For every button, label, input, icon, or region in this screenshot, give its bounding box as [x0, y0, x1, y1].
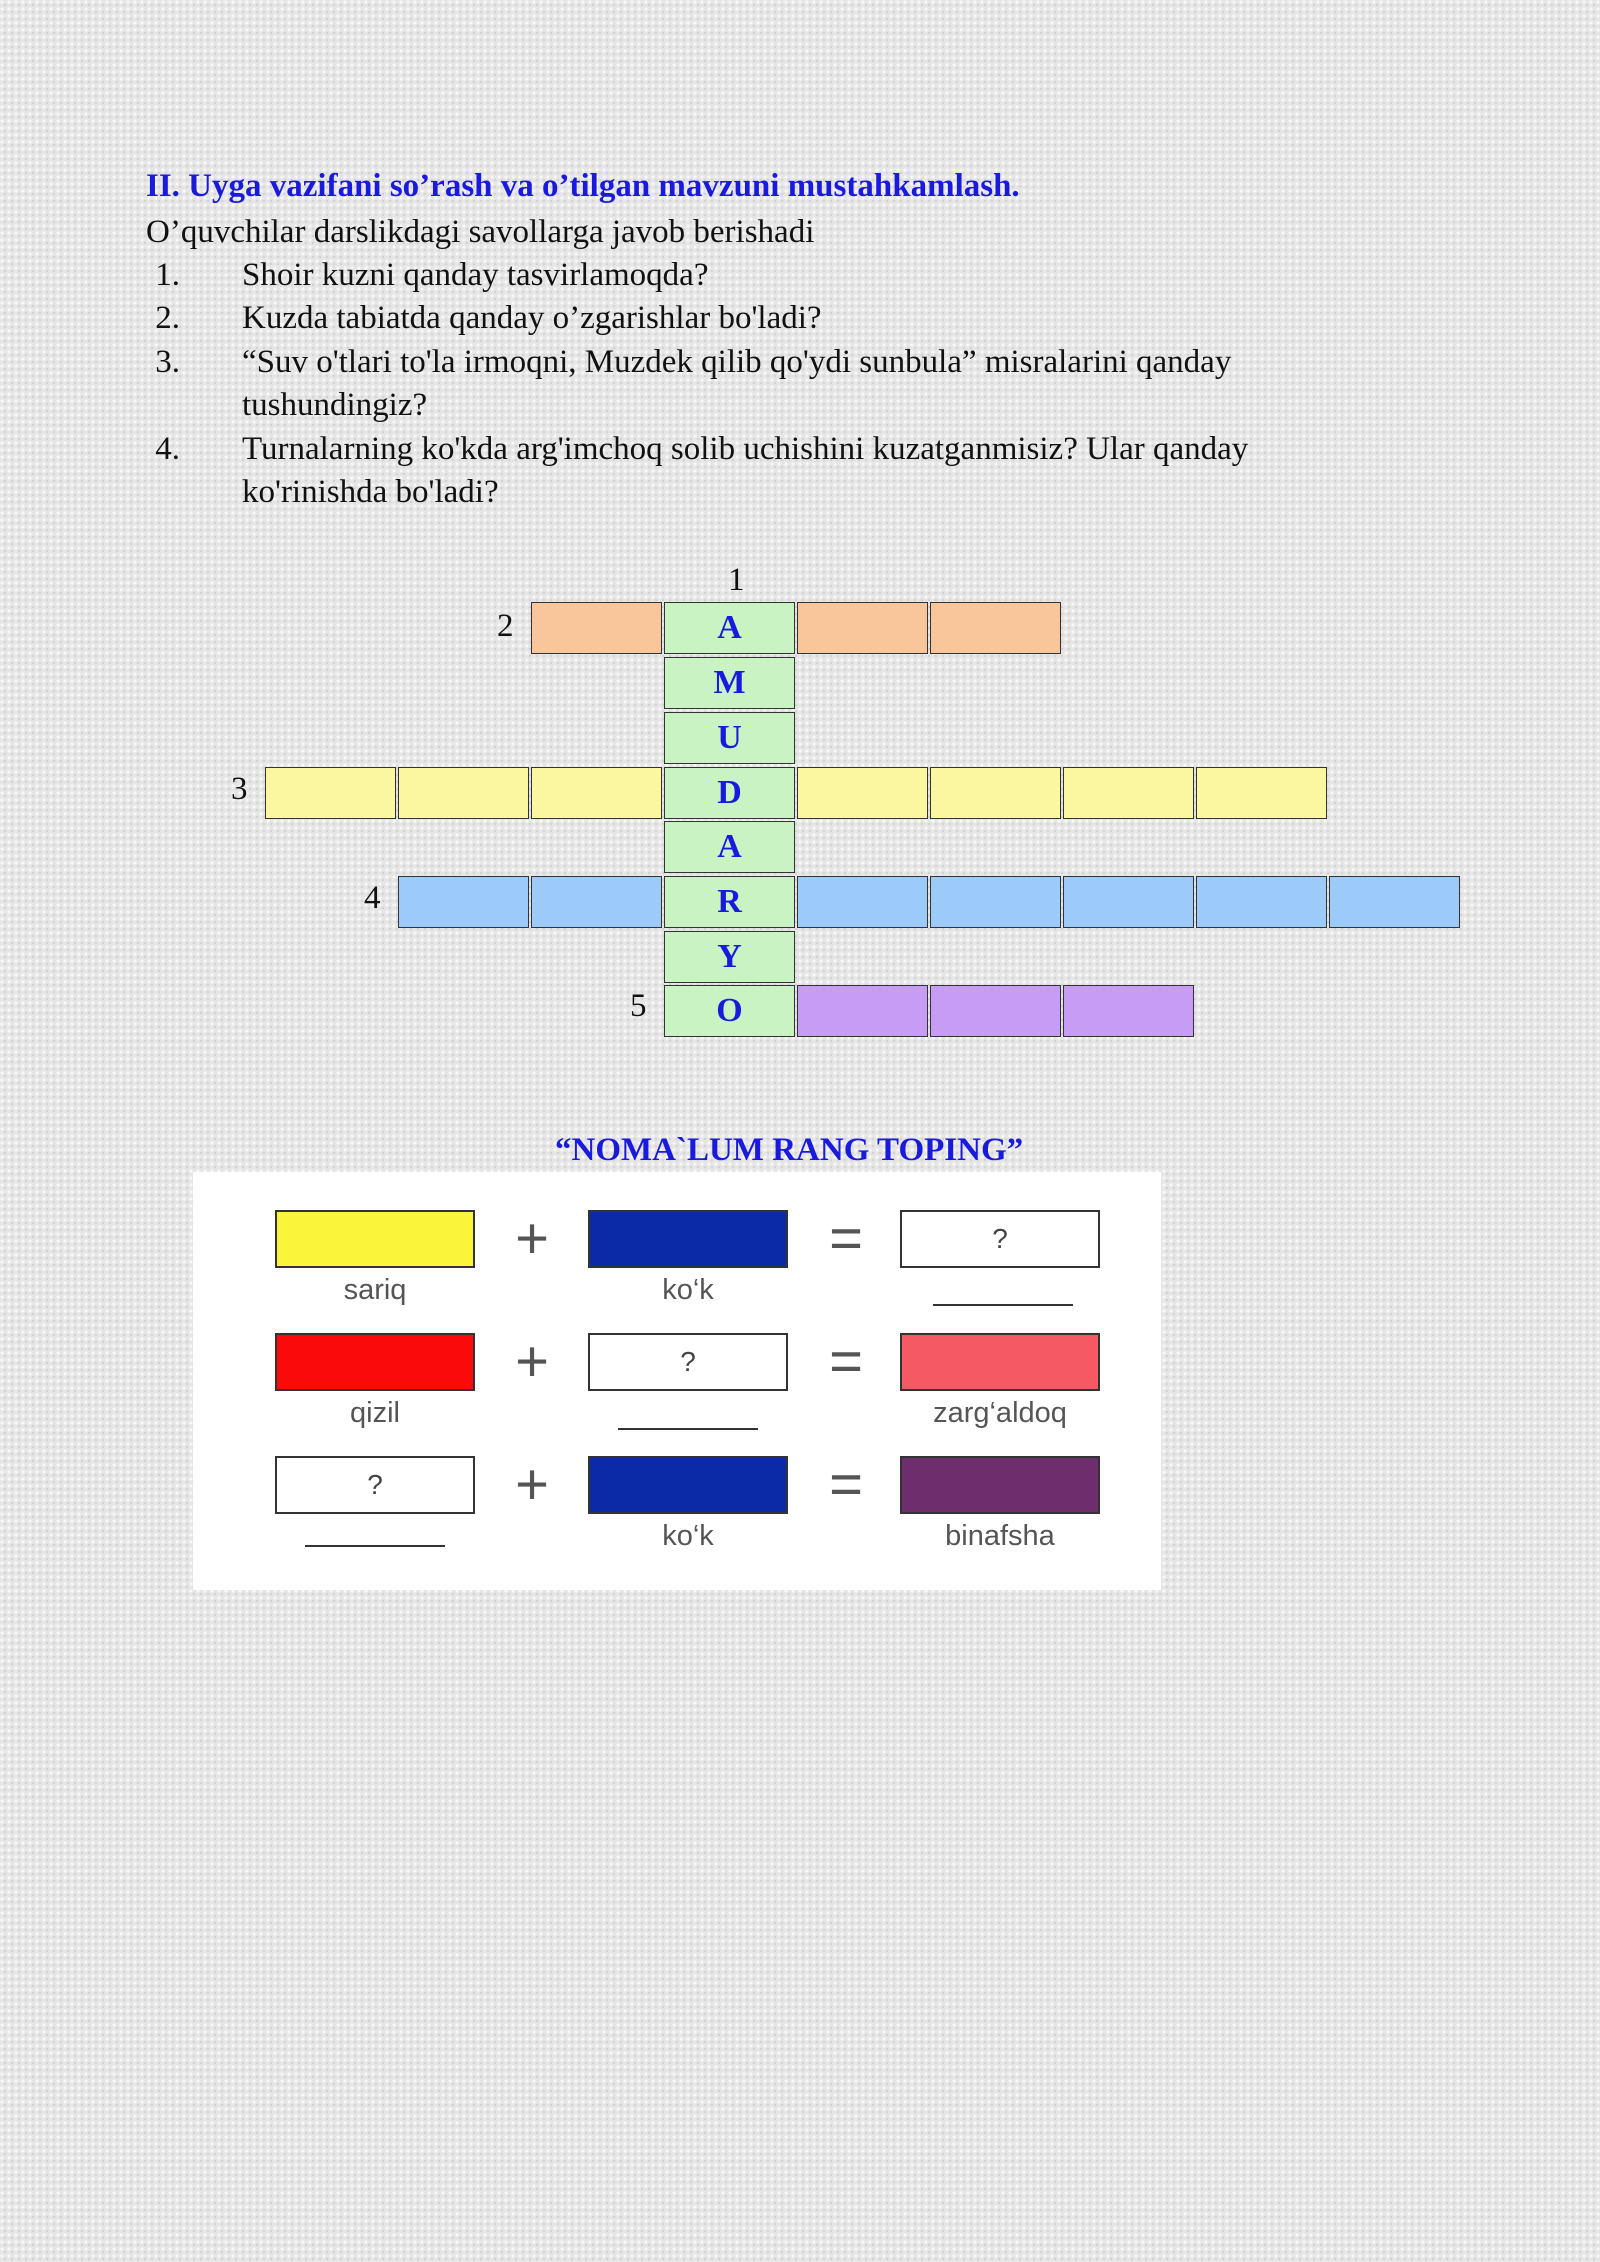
crossword-cell[interactable] [930, 985, 1061, 1037]
plus-sign: + [515, 1329, 549, 1394]
swatch-label: binafsha [945, 1520, 1055, 1552]
crossword-cell[interactable] [1063, 767, 1194, 819]
answer-blank[interactable] [933, 1304, 1073, 1306]
clue-number-5: 5 [630, 988, 647, 1024]
color-mixing-panel [193, 1172, 1161, 1590]
swatch-label: ko‘k [662, 1274, 714, 1306]
crossword-cell[interactable] [531, 767, 662, 819]
crossword-cell[interactable] [398, 767, 529, 819]
crossword-cell[interactable] [930, 876, 1061, 928]
clue-number-4: 4 [364, 880, 381, 916]
crossword-cell[interactable] [1329, 876, 1460, 928]
crossword-letter-cell: Y [664, 931, 795, 983]
crossword-letter-cell: U [664, 712, 795, 764]
crossword-cell[interactable] [265, 767, 396, 819]
crossword-cell[interactable] [797, 876, 928, 928]
equals-sign: = [829, 1452, 863, 1517]
question-number: 2. [155, 300, 180, 336]
question-text-continued: ko'rinishda bo'ladi? [242, 474, 499, 510]
clue-number-1: 1 [728, 562, 745, 598]
crossword-letter-cell: A [664, 821, 795, 873]
plus-sign: + [515, 1206, 549, 1271]
crossword-cell[interactable] [930, 602, 1061, 654]
equals-sign: = [829, 1329, 863, 1394]
unknown-color-box[interactable]: ? [275, 1456, 475, 1514]
blue-swatch [588, 1456, 788, 1514]
question-text: “Suv o'tlari to'la irmoqni, Muzdek qilib qo'ydi sunbula” misralarini qanday [242, 344, 1232, 380]
question-text: Shoir kuzni qanday tasvirlamoqda? [242, 257, 709, 293]
purple-swatch [900, 1456, 1100, 1514]
blue-swatch [588, 1210, 788, 1268]
section-heading: II. Uyga vazifani so’rash va o’tilgan mavzuni mustahkamlash. [146, 168, 1020, 204]
swatch-label: ko‘k [662, 1520, 714, 1552]
orange-swatch [900, 1333, 1100, 1391]
crossword-cell[interactable] [797, 985, 928, 1037]
swatch-label: sariq [343, 1274, 407, 1306]
crossword-cell[interactable] [531, 602, 662, 654]
crossword-letter-cell: D [664, 767, 795, 819]
crossword-cell[interactable] [930, 767, 1061, 819]
crossword-cell[interactable] [1196, 876, 1327, 928]
question-text: Kuzda tabiatda qanday o’zgarishlar bo'ladi? [242, 300, 822, 336]
crossword-letter-cell: R [664, 876, 795, 928]
puzzle-title: “NOMA`LUM RANG TOPING” [555, 1132, 1024, 1168]
question-number: 1. [155, 257, 180, 293]
crossword-cell[interactable] [797, 767, 928, 819]
crossword-letter-cell: A [664, 602, 795, 654]
yellow-swatch [275, 1210, 475, 1268]
crossword-cell[interactable] [1063, 985, 1194, 1037]
question-number: 4. [155, 431, 180, 467]
equals-sign: = [829, 1206, 863, 1271]
crossword-cell[interactable] [1196, 767, 1327, 819]
crossword-cell[interactable] [1063, 876, 1194, 928]
clue-number-3: 3 [231, 771, 248, 807]
crossword-letter-cell: M [664, 657, 795, 709]
clue-number-2: 2 [497, 608, 514, 644]
crossword-cell[interactable] [797, 602, 928, 654]
plus-sign: + [515, 1452, 549, 1517]
swatch-label: zarg‘aldoq [933, 1397, 1067, 1429]
question-text: Turnalarning ko'kda arg'imchoq solib uchishini kuzatganmisiz? Ular qanday [242, 431, 1249, 467]
answer-blank[interactable] [305, 1545, 445, 1547]
crossword-letter-cell: O [664, 985, 795, 1037]
unknown-color-box[interactable]: ? [588, 1333, 788, 1391]
crossword-cell[interactable] [398, 876, 529, 928]
unknown-color-box[interactable]: ? [900, 1210, 1100, 1268]
answer-blank[interactable] [618, 1428, 758, 1430]
question-number: 3. [155, 344, 180, 380]
question-text-continued: tushundingiz? [242, 387, 428, 423]
red-swatch [275, 1333, 475, 1391]
crossword-cell[interactable] [531, 876, 662, 928]
intro-text: O’quvchilar darslikdagi savollarga javob berishadi [146, 214, 815, 250]
swatch-label: qizil [350, 1397, 400, 1429]
